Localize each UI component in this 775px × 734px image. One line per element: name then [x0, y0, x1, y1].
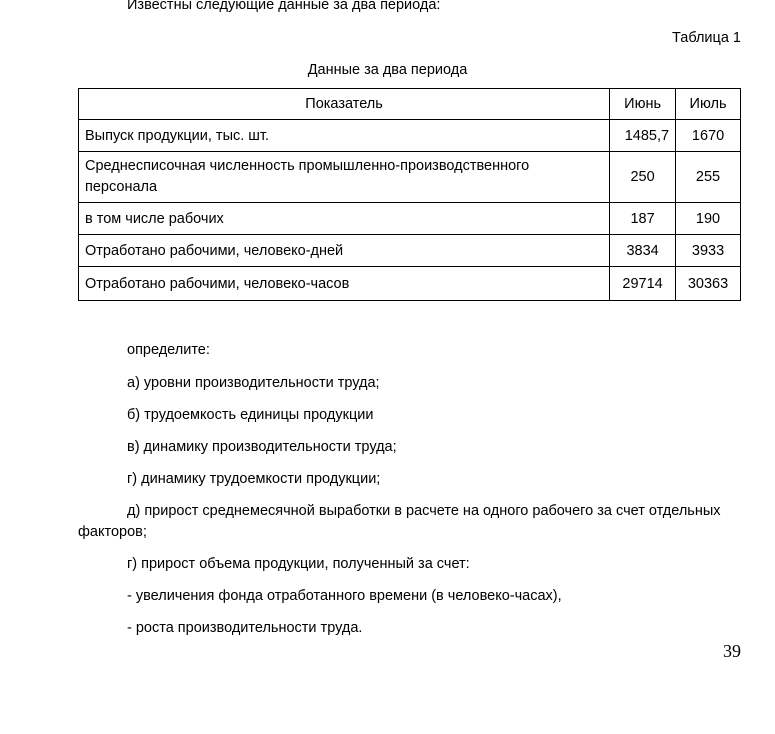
row-june-value: 1485,7: [610, 120, 676, 152]
task-b: б) трудоемкость единицы продукции: [127, 407, 374, 423]
row-indicator: в том числе рабочих: [79, 203, 610, 235]
task-a: а) уровни производительности труда;: [127, 375, 380, 391]
task-item-1: - увеличения фонда отработанного времени (в человеко-часах),: [127, 588, 562, 604]
row-july-value: 190: [676, 203, 741, 235]
table-row: [79, 152, 741, 203]
row-indicator: Отработано рабочими, человеко-дней: [79, 235, 610, 267]
table-number: Таблица 1: [672, 30, 741, 46]
row-july-value: 3933: [676, 235, 741, 267]
table-row: [79, 267, 741, 301]
task-g2: г) прирост объема продукции, полученный за счет:: [127, 556, 470, 572]
row-july-value: 255: [676, 152, 741, 203]
tasks-lead: определите:: [127, 342, 210, 358]
task-d-line2: факторов;: [78, 524, 147, 540]
row-indicator: Отработано рабочими, человеко-часов: [79, 267, 610, 301]
header-july: Июль: [676, 89, 741, 120]
row-june-value: 250: [610, 152, 676, 203]
row-june-value: 29714: [610, 267, 676, 301]
row-june-value: 3834: [610, 235, 676, 267]
table-row: [79, 235, 741, 267]
table-caption: Данные за два периода: [307, 62, 468, 78]
row-indicator-text: Среднесписочная численность промышленно-производственного персонала: [85, 158, 530, 195]
table-header-row: [79, 89, 741, 120]
task-g: г) динамику трудоемкости продукции;: [127, 471, 381, 487]
task-d-line1: д) прирост среднемесячной выработки в расчете на одного рабочего за счет отдельных: [127, 503, 721, 519]
row-july-value: 30363: [676, 267, 741, 301]
page-number: 39: [723, 641, 741, 661]
header-june: Июнь: [610, 89, 676, 120]
header-indicator: Показатель: [79, 89, 610, 120]
row-indicator: [79, 152, 610, 203]
task-item-2: - роста производительности труда.: [127, 620, 363, 636]
task-v: в) динамику производительности труда;: [127, 439, 397, 455]
row-june-value: 187: [610, 203, 676, 235]
row-indicator: Выпуск продукции, тыс. шт.: [79, 120, 610, 152]
row-july-value: 1670: [676, 120, 741, 152]
table-row: [79, 120, 741, 152]
table-row: [79, 203, 741, 235]
data-table: [78, 88, 741, 301]
intro-text: Известны следующие данные за два периода:: [127, 0, 441, 13]
